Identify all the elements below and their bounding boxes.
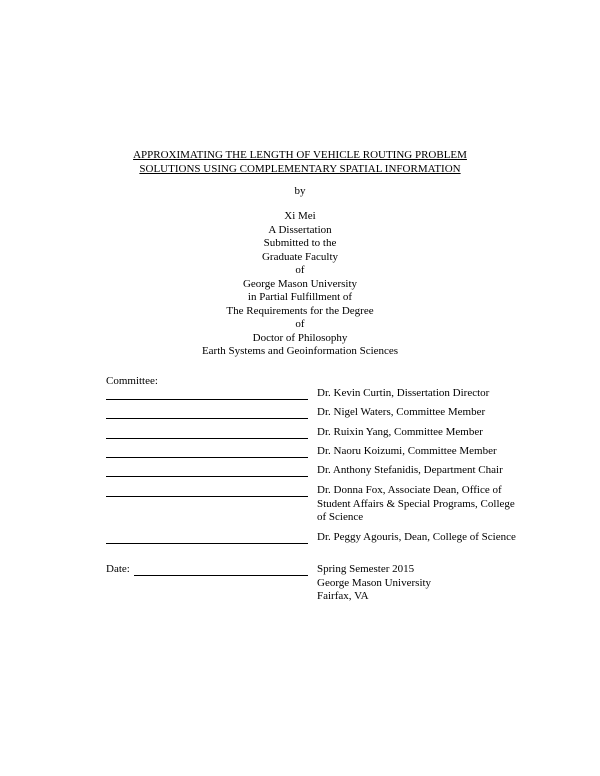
date-line-text: Spring Semester 2015: [317, 563, 415, 575]
signature-line: [106, 457, 308, 458]
by-text: by: [294, 185, 306, 197]
committee-member: Dr. Peggy Agouris, Dean, College of Science: [317, 531, 516, 543]
dissertation-title: [0, 148, 600, 176]
signature-line: [106, 476, 308, 477]
credit-line: Earth Systems and Geoinformation Sciences: [201, 345, 399, 357]
committee-label: Committee:: [106, 375, 158, 387]
committee-member: Dr. Anthony Stefanidis, Department Chair: [317, 464, 503, 476]
committee-member: Dr. Kevin Curtin, Dissertation Director: [317, 387, 490, 399]
signature-line: [106, 543, 308, 544]
credit-line: The Requirements for the Degree: [226, 304, 374, 317]
credit-line: A Dissertation: [268, 223, 332, 236]
credit-line: in Partial Fulfillment of: [247, 291, 353, 303]
credit-line: George Mason University: [242, 277, 358, 290]
date-block: [317, 563, 522, 604]
date-label: Date:: [106, 563, 130, 575]
title-line: APPROXIMATING THE LENGTH OF VEHICLE ROUTING PROBLEM: [133, 149, 467, 161]
credit-line: Doctor of Philosophy: [252, 331, 348, 344]
signature-line: [106, 399, 308, 400]
committee-member: Dr. Naoru Koizumi, Committee Member: [317, 445, 497, 457]
title-line: SOLUTIONS USING COMPLEMENTARY SPATIAL INFORMATION: [139, 163, 461, 175]
signature-line: [106, 496, 308, 497]
date-line-text: George Mason University: [317, 576, 432, 589]
signature-line: [106, 418, 308, 419]
signature-line: [106, 438, 308, 439]
credit-line: Submitted to the: [263, 237, 337, 249]
committee-member: Dr. Ruixin Yang, Committee Member: [317, 426, 483, 438]
committee-member: Dr. Donna Fox, Associate Dean, Office of Student Affairs & Special Programs, College of Science: [317, 484, 515, 523]
date-line-text: Fairfax, VA: [317, 590, 369, 602]
credits-block: [0, 210, 600, 359]
credit-line: of: [295, 318, 305, 330]
author-name: Xi Mei: [284, 210, 316, 222]
credit-line: of: [295, 264, 305, 276]
date-signature-line: [134, 575, 308, 576]
credit-line: Graduate Faculty: [261, 250, 339, 263]
committee-member: Dr. Nigel Waters, Committee Member: [317, 406, 486, 418]
